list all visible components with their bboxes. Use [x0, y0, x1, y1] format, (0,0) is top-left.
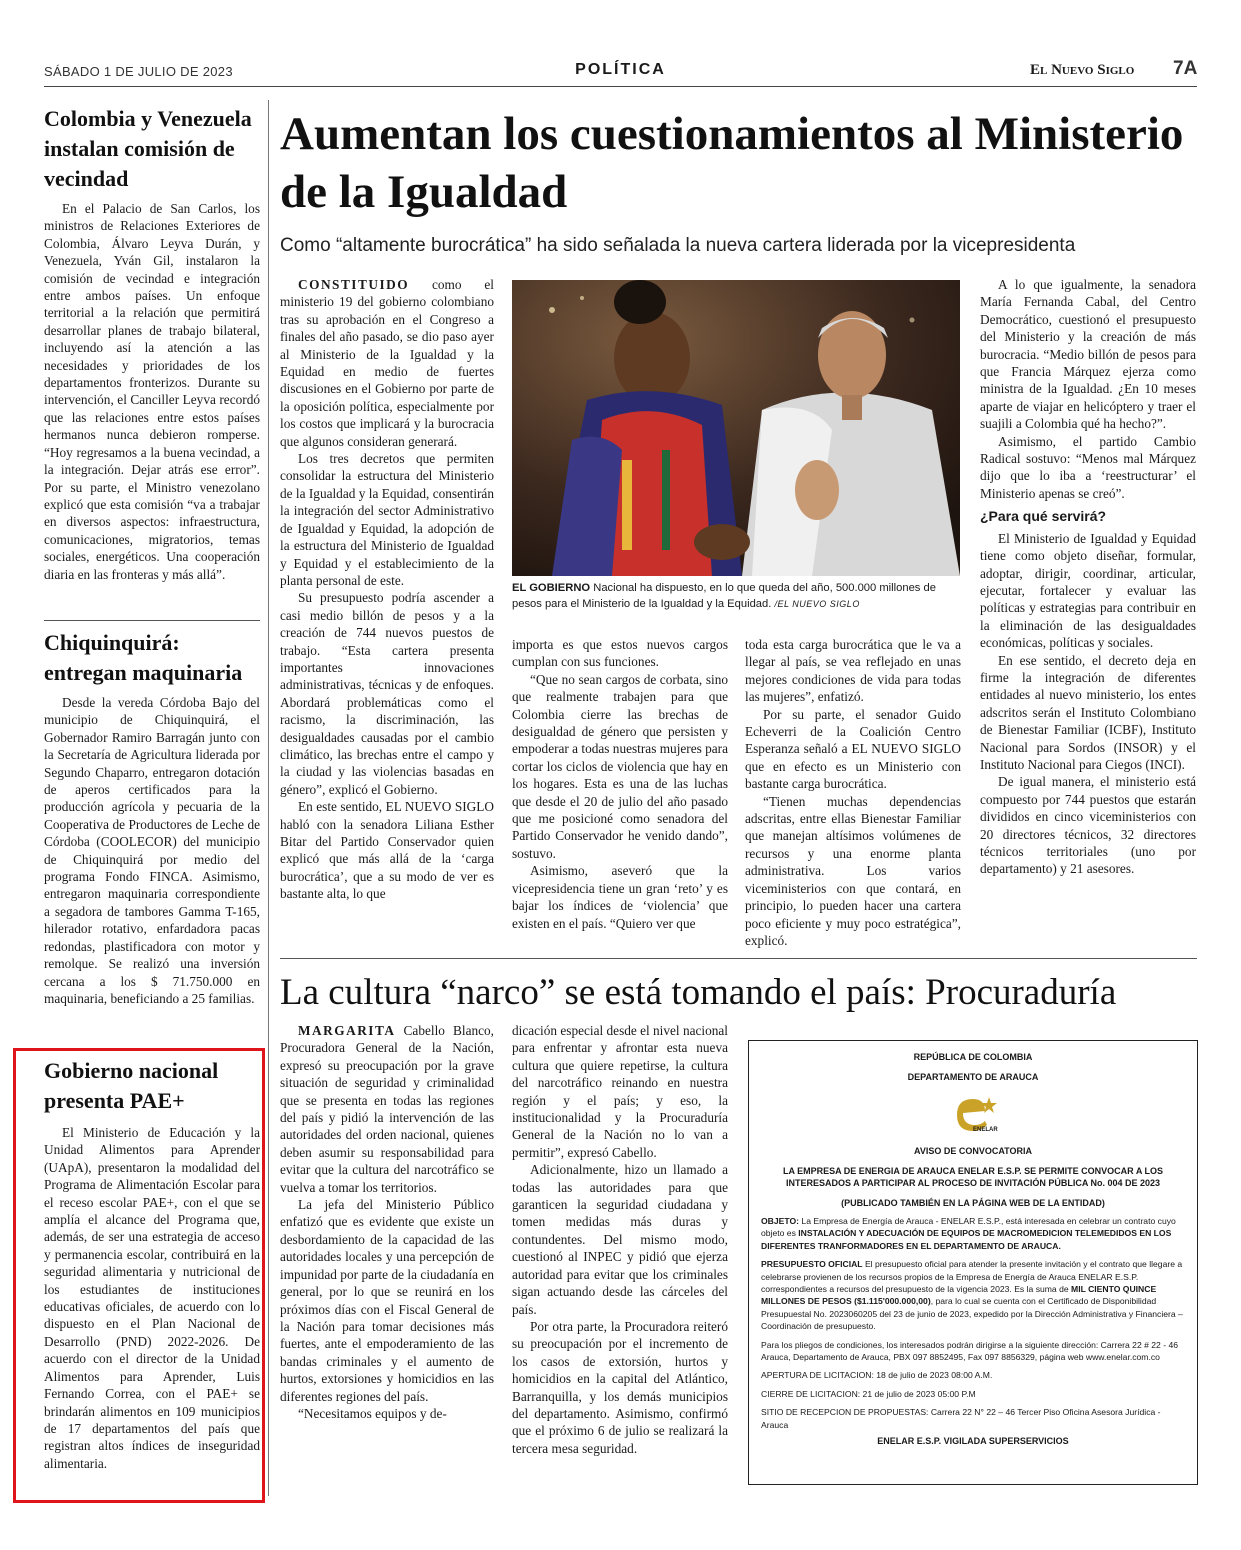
article-paragraph: En este sentido, EL NUEVO SIGLO habló con la senadora Liliana Esther Bitar del Partido Conservador quien explicó que más allá de la ‘carga burocrática’, que a su modo de ver es bastante alta, lo que	[280, 799, 494, 902]
article-headline: Aumentan los cuestionamientos al Ministerio de la Igualdad	[280, 108, 1184, 218]
article-paragraph: Asimismo, aseveró que la vicepresidencia tiene un gran ‘reto’ y es bajar los índices de ‘violencia’ que existen en el país. “Quiero ver que	[512, 863, 728, 931]
caption-text: Nacional ha dispuesto, en lo que queda del año, 500.000 millones de pesos para el Ministerio de la Igualdad y la Equidad.	[512, 582, 936, 610]
article-paragraph: Por su parte, el senador Guido Echeverri de la Coalición Centro Esperanza señaló a EL NUEVO SIGLO que en efecto es un Ministerio con bastante carga burocrática.	[745, 706, 961, 792]
article-paragraph: importa es que estos nuevos cargos cumplan con sus funciones.	[512, 637, 728, 670]
sidebar-story-chiquinquira	[44, 628, 260, 1007]
ad-sitio: SITIO DE RECEPCION DE PROPUESTAS: Carrera 22 N° 22 – 46 Tercer Piso Oficina Asesora Jurídica - Arauca	[761, 1407, 1161, 1430]
article-paragraph: “Necesitamos equipos y de-	[298, 1405, 447, 1421]
ad-label: PRESUPUESTO OFICIAL	[761, 1259, 863, 1270]
sidebar-story-body: En el Palacio de San Carlos, los ministros de Relaciones Exteriores de Colombia, Álvaro Leyva Durán, y Venezuela, Yván Gil, instalaron la comisión de vecindad e integración entre ambos países. Un enfoque territorial a la relación que permitirá desarrollar planes de trabajo bilateral, incluyendo así la atención a las necesidades y prioridades de los departamentos fronterizos. Durante su intervención, el Canciller Leyva recordó que las relaciones entre estos países hermanos nunca debieron romperse. “Hoy regresamos a la buena vecindad, a la integración. Dejar atrás ese error”. Por su parte, el Ministro venezolano explicó que esta comisión “va a trabajar en diversos aspectos: infraestructura, comunicaciones, migratorios, temas sociales, energéticos. Una cooperación diaria en las fronteras y más allá”.	[44, 201, 260, 582]
ad-intro: LA EMPRESA DE ENERGIA DE ARAUCA ENELAR E.S.P. SE PERMITE CONVOCAR A LOS INTERESADOS A PARTICIPAR AL PROCESO DE INVITACIÓN PÚBLICA No. 004 DE 2023	[782, 1166, 1164, 1188]
public-notice-ad	[748, 1040, 1198, 1485]
article-photo	[512, 280, 960, 576]
ad-objeto	[761, 1215, 1185, 1252]
article-paragraph: toda esta carga burocrática que le va a llegar al país, se vea reflejado en unas mejores condiciones de vida para todas las mujeres”, enfatizó.	[745, 637, 961, 705]
ad-title: AVISO DE CONVOCATORIA	[913, 1146, 1032, 1156]
article2-headline: La cultura “narco” se está tomando el país: Procuraduría	[280, 972, 1117, 1013]
newspaper-name: El Nuevo Siglo	[1030, 62, 1135, 78]
photo-credit: /EL NUEVO SIGLO	[774, 599, 860, 609]
article-column-3	[745, 636, 961, 949]
article-paragraph: Adicionalmente, hizo un llamado a todas las autoridades para que garanticen la seguridad ciudadana y tomen medidas más duras y contundentes. Del mismo modo, cuestionó al INPEC y pidió que ejerza autoridad para evitar que los criminales sigan actuando desde las cárceles del país.	[512, 1162, 728, 1317]
ad-presupuesto	[761, 1258, 1185, 1332]
sidebar-divider	[44, 620, 260, 621]
article-paragraph: De igual manera, el ministerio está compuesto por 744 puestos que estarán divididos en cinco viceministerios con 20 directores técnicos, 32 directores técnicos territoriales (uno por departamento) y 21 asesores.	[980, 774, 1196, 877]
article-paragraph: El Ministerio de Igualdad y Equidad tiene como objeto diseñar, formular, adoptar, dirigir, coordinar, articular, ejecutar, fortalecer y evaluar las políticas y estrategias para contribuir en la eliminación de las desigualdades económicas, políticas y sociales.	[980, 530, 1196, 651]
sidebar-story-title: Colombia y Venezuela instalan comisión de vecindad	[44, 106, 252, 191]
ad-department: DEPARTAMENTO DE ARAUCA	[907, 1072, 1039, 1082]
article-paragraph: Por otra parte, la Procuradora reiteró su preocupación por el incremento de los casos de extorsión, hurtos y homicidios en la capital del Atlántico, Barranquilla, y los demás municipios del departamento. Asimismo, confirmó que el próximo 6 de julio se realizará la tercera mesa seguridad.	[512, 1318, 728, 1456]
article-paragraph: “Tienen muchas dependencias adscritas, entre ellas Bienestar Familiar que manejan altísimos volúmenes de recursos y una enorme planta administrativa. Los varios viceministerios con que contará, en principio, lo pueden hacer una cartera poco eficiente y muy poco estratégica”, explicó.	[745, 793, 961, 948]
ad-published-note: (PUBLICADO TAMBIÉN EN LA PÁGINA WEB DE LA ENTIDAD)	[841, 1198, 1105, 1208]
sidebar-story-title: Chiquinquirá: entregan maquinaria	[44, 630, 243, 685]
sidebar-story-title: Gobierno nacional presenta PAE+	[44, 1058, 219, 1113]
article-column-2	[512, 636, 728, 932]
section-divider	[280, 958, 1197, 959]
article2-column-1	[280, 1022, 494, 1422]
article-paragraph: “Que no sean cargos de corbata, sino que realmente trabajen para que Colombia cierre las brechas de desigualdad de género que persisten y empoderar a todas nuestras mujeres para cortar los ciclos de violencia que hay en los hogares. Esta es una de las luchas que desde el 20 de julio del año pasado que me posicioné como senadora del Partido Conservador he venido dando”, sostuvo.	[512, 671, 728, 861]
ad-cierre: CIERRE DE LICITACION: 21 de julio de 2023 05:00 P.M	[761, 1388, 976, 1399]
article-paragraph: Su presupuesto podría ascender a casi medio billón de pesos y a la creación de 744 nuevos puestos de trabajo. “Esta cartera presenta importantes innovaciones administrativas, técnicas y de enfoques. Abordará problemáticas como el racismo, la discriminación, las desigualdades causadas por el cambio climático, las brechas entre el campo y la ciudad y las violencias basadas en género”, explicó el Gobierno.	[280, 590, 494, 797]
article-column-1	[280, 276, 494, 903]
section-title: POLÍTICA	[575, 61, 666, 78]
ad-bold-text: MIL CIENTO QUINCE MILLONES DE PESOS ($1.115'000.000,00)	[761, 1284, 1157, 1307]
photo-caption	[512, 580, 964, 612]
article-paragraph: La jefa del Ministerio Público enfatizó que es evidente que existe un desbordamiento de la capacidad de las autoridades locales y una percepción de impunidad por parte de la ciudadanía en general, por lo que se reunirá en los próximos días con el Fiscal General de la Nación para tomar decisiones más fuertes, ante el empoderamiento de las bandas criminales y el aumento de hurtos, extorsiones y homicidios en las diferentes regiones del país.	[280, 1197, 494, 1404]
ad-apertura: APERTURA DE LICITACION: 18 de julio de 2023 08:00 A.M.	[761, 1370, 993, 1381]
article-paragraph: A lo que igualmente, la senadora María Fernanda Cabal, del Centro Democrático, cuestionó el presupuesto del Ministerio y la creación de más burocracia. “Medio billón de pesos para que Francia Márquez ejerza como ministra de la Igualdad. ¿En 10 meses aparte de viajar en helicóptero y traer el suajili a Colombia qué ha hecho?”.	[980, 277, 1196, 432]
ad-republic: REPÚBLICA DE COLOMBIA	[913, 1052, 1033, 1062]
logo-text: ENELAR	[973, 1127, 998, 1133]
ad-footer: ENELAR E.S.P. VIGILADA SUPERSERVICIOS	[877, 1436, 1069, 1447]
article-lead-word: MARGARITA	[298, 1023, 396, 1038]
ad-text: El presupuesto oficial para atender la presente invitación y el contrato que llegare a celebrarse provienen de los recursos propios de la Empresa de Energía de Arauca ENELAR E.S.P. correspondientes a recursos del presupuesto de la vigencia 2023. Es la suma de	[761, 1259, 1183, 1295]
page-number: 7A	[1173, 58, 1198, 79]
article-deck: Como “altamente burocrática” ha sido señalada la nueva cartera liderada por la vicepresidenta	[280, 235, 1076, 256]
article2-column-2	[512, 1022, 728, 1457]
header-rule	[44, 86, 1197, 87]
ad-pliegos: Para los pliegos de condiciones, los interesados podrán dirigirse a la siguiente dirección: Carrera 22 # 22 - 46 Arauca, Departamento de Arauca, PBX 097 8852495, Fax 097 8856329, página web www.enelar.com.co	[761, 1339, 1179, 1363]
sidebar-story-body: Desde la vereda Córdoba Bajo del municipio de Chiquinquirá, el Gobernador Ramiro Barragán junto con la Secretaría de Agricultura liderada por Segundo Chaparro, entregaron dotación de aperos certificados para la producción agrícola y pecuaria de la Cooperativa de Productores de Leche de Córdoba (COOLECOR) del municipio de Chiquinquirá por medio del programa Fondo FINCA. Asimismo, entregaron maquinaria correspondiente a segadora de tambores Gamma T-165, hilerador rotativo, enfardadora pacas redondas, plastificadora con motor y remolque. Se realizó una inversión cercana a los $ 71.750.000 en maquinaria, beneficiando a 25 familias.	[44, 695, 260, 1006]
article-paragraph: dicación especial desde el nivel nacional para enfrentar y afrontar esta nueva cultura que quiere repetirse, la cultura del narcotráfico reinando en nuestra región y el país; y eso, la institucionalidad y la Procuraduría General de la Nación no lo van a permitir”, expresó Cabello.	[512, 1023, 728, 1160]
article-column-4	[980, 276, 1196, 878]
ad-label: OBJETO:	[761, 1216, 800, 1226]
article-paragraph: Asimismo, el partido Cambio Radical sostuvo: “Menos mal Márquez dijo que lo iba a ‘reestructurar’ el Ministerio apenas se creó”.	[980, 433, 1196, 501]
enelar-logo-icon	[943, 1091, 1003, 1139]
column-divider	[268, 100, 269, 1496]
ad-text: La Empresa de Energía de Arauca - ENELAR E.S.P., está interesada en celebrar un contrato cuyo objeto es	[761, 1216, 1176, 1239]
header-date: SÁBADO 1 DE JULIO DE 2023	[44, 64, 233, 79]
article-paragraph: En ese sentido, el decreto deja en firme la integración de diferentes entidades al nuevo ministerio, los entes adscritos serán el Instituto Colombiano de Bienestar Familiar (ICBF), Instituto Nacional para Sordos (INSOR) y el Instituto Nacional para Ciegos (INCI).	[980, 652, 1196, 772]
article-lead-word: CONSTITUIDO	[298, 277, 410, 292]
ad-text: , para lo cual se cuenta con el Certificado de Disponibilidad Presupuestal No. 2023060205 del 23 de junio de 2023, expedido por la Dirección Administrativa y Financiera – Coordinación de presupuesto.	[761, 1296, 1183, 1332]
sidebar-story-body: El Ministerio de Educación y la Unidad Alimentos para Aprender (UApA), presentaron la modalidad del Programa de Alimentación Escolar para el receso escolar PAE+, con el que se amplía el alcance del Programa que, además, de ser una estrategia de acceso y permanencia escolar, contribuirá en la seguridad alimentaria y nutricional de los estudiantes de instituciones educativas oficiales, de acuerdo con lo dispuesto en el Plan Nacional de Desarrollo (PND) 2022-2026. De acuerdo con el director de la Unidad Alimentos para Aprender, Luis Fernando Correa, con el PAE+ se brindarán alimentos en 109 municipios de 17 departamentos del país que registran altos índices de inseguridad alimentaria.	[44, 1125, 260, 1471]
sidebar-story-colombia-venezuela	[44, 104, 260, 583]
caption-lead: EL GOBIERNO	[512, 582, 591, 594]
article-paragraph: Los tres decretos que permiten consolidar la estructura del Ministerio de la Igualdad y la Equidad, consentirán la integración del sector Administrativo de Igualdad y Equidad, la adopción de la estructura del Ministerio de Igualdad y Equidad y el establecimiento de la planta personal de este.	[280, 451, 494, 588]
article-paragraph: Cabello Blanco, Procuradora General de la Nación, expresó su preocupación por la grave situación de seguridad y criminalidad que se presenta en todas las regiones del país y pidió la intervención de las autoridades del orden nacional, quienes deben asumir su responsabilidad para evitar que la cultura del narcotráfico se vuelva a tomar los territorios.	[280, 1023, 494, 1195]
article-subhead: ¿Para qué servirá?	[980, 508, 1107, 525]
article-paragraph: como el ministerio 19 del gobierno colombiano tras su aprobación en el Congreso a finales del año pasado, se dio paso ayer al Ministerio de la Igualdad y la Equidad en medio de fuertes discusiones en el Gobierno por parte de la oposición política, especialmente por los costos que implicará y la burocracia que algunos consideran generará.	[280, 277, 494, 449]
sidebar-story-pae	[44, 1056, 260, 1472]
ad-bold-text: INSTALACIÓN Y ADECUACIÓN DE EQUIPOS DE MACROMEDICION TELEMEDIDOS EN LOS DIFERENTES TRANFORMADORES EN EL DEPARTAMENTO DE ARAUCA.	[761, 1228, 1172, 1251]
